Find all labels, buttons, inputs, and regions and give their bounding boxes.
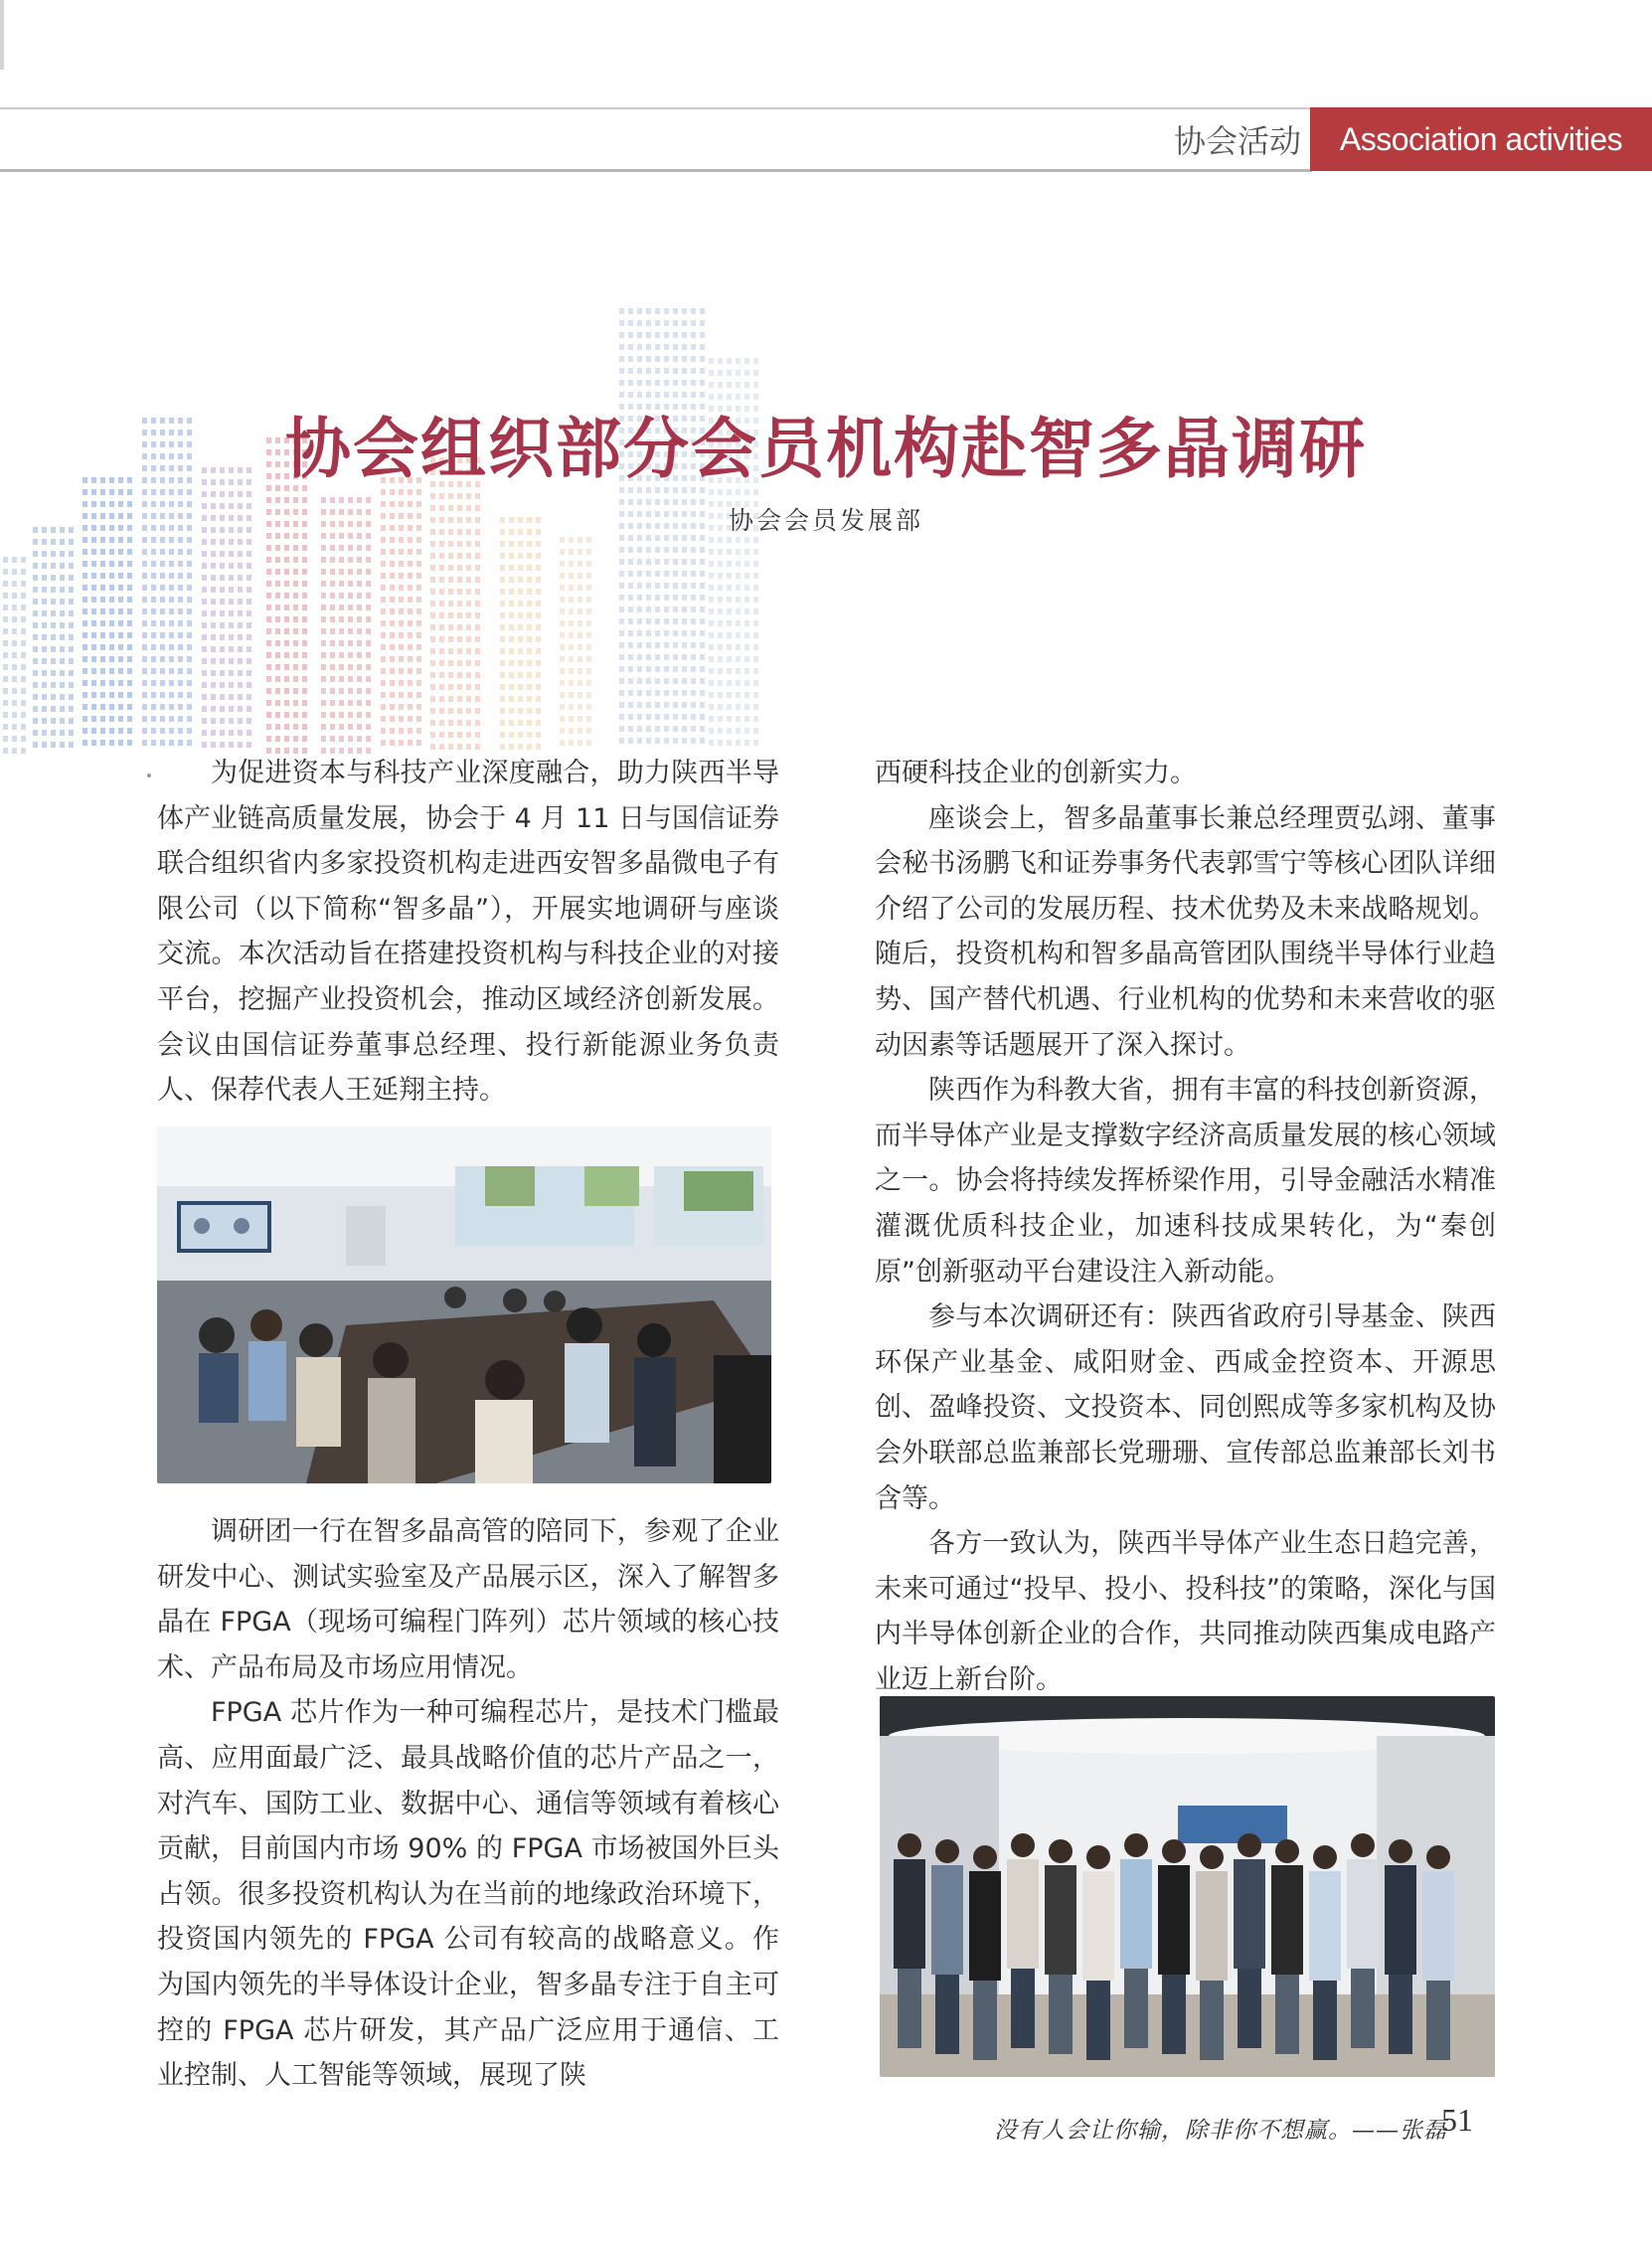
meeting-room-photo: [157, 1126, 771, 1483]
article-byline: 协会会员发展部: [728, 506, 923, 535]
body-column-left-top: [157, 751, 779, 1114]
paragraph: 座谈会上，智多晶董事长兼总经理贾弘翊、董事会秘书汤鹏飞和证券事务代表郭雪宁等核心团队详细介绍了公司的发展历程、技术优势及未来战略规划。随后，投资机构和智多晶高管团队围绕半导体行业趋势、国产替代机遇、行业机构的优势和未来营收的驱动因素等话题展开了深入探讨。: [875, 802, 1496, 1061]
paragraph: 陕西作为科教大省，拥有丰富的科技创新资源，而半导体产业是支撑数字经济高质量发展的核心领域之一。协会将持续发挥桥梁作用，引导金融活水精准灌溉优质科技企业，加速科技成果转化，为“秦创原”创新驱动平台建设注入新动能。: [875, 1075, 1496, 1288]
paragraph: 参与本次调研还有：陕西省政府引导基金、陕西环保产业基金、咸阳财金、西咸金控资本、开源思创、盈峰投资、文投资本、同创熙成等多家机构及协会外联部总监兼部长党珊珊、宣传部总监兼部长刘书含等。: [875, 1301, 1496, 1514]
section-label-en: Association activities: [1310, 107, 1652, 171]
article-title: 协会组织部分会员机构赴智多晶调研: [285, 410, 1367, 487]
paragraph: 各方一致认为，陕西半导体产业生态日趋完善，未来可通过“投早、投小、投科技”的策略，深化与国内半导体创新企业的合作，共同推动陕西集成电路产业迈上新台阶。: [875, 1528, 1496, 1695]
page-edge-mark: [0, 0, 4, 70]
body-column-right: [875, 751, 1496, 1702]
section-label-cn: 协会活动: [1173, 122, 1301, 160]
footer-quote: 没有人会让你输，除非你不想赢。——张磊: [994, 2118, 1447, 2144]
body-column-left-bottom: [157, 1509, 779, 2099]
paragraph-continuation: 西硬科技企业的创新实力。: [875, 758, 1197, 788]
paragraph: FPGA 芯片作为一种可编程芯片，是技术门槛最高、应用面最广泛、最具战略价值的芯片产品之一，对汽车、国防工业、数据中心、通信等领域有着核心贡献，目前国内市场 90% 的 FPGA 市场被国外巨头占领。很多投资机构认为在当前的地缘政治环境下，投资国内领先的 FPGA 公司有较高的战略意义。作为国内领先的半导体设计企业，智多晶专注于自主可控的 FPGA 芯片研发，其产品广泛应用于通信、工业控制、人工智能等领域，展现了陕: [157, 1697, 779, 2092]
header-rule: [0, 169, 1312, 172]
page-number: 51: [1441, 2102, 1473, 2138]
paragraph: 调研团一行在智多晶高管的陪同下，参观了企业研发中心、测试实验室及产品展示区，深入了解智多晶在 FPGA（现场可编程门阵列）芯片领域的核心技术、产品布局及市场应用情况。: [157, 1516, 779, 1683]
decorative-dot: [147, 774, 151, 777]
group-photo: [880, 1696, 1495, 2077]
paragraph: 为促进资本与科技产业深度融合，助力陕西半导体产业链高质量发展，协会于 4 月 11 日与国信证券联合组织省内多家投资机构走进西安智多晶微电子有限公司（以下简称“智多晶”），开展实地调研与座谈交流。本次活动旨在搭建投资机构与科技企业的对接平台，挖掘产业投资机会，推动区域经济创新发展。会议由国信证券董事总经理、投行新能源业务负责人、保荐代表人王延翔主持。: [157, 758, 779, 1107]
